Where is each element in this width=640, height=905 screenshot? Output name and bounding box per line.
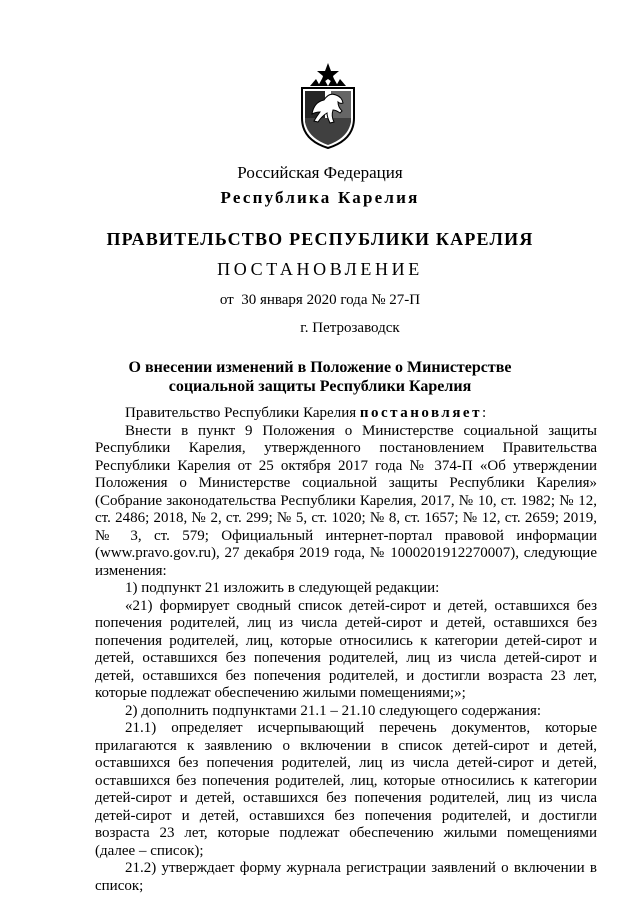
subject-line-1: О внесении изменений в Положение о Министерстве — [128, 359, 512, 376]
intro-paragraph — [95, 405, 597, 423]
intro-suffix: : — [481, 405, 487, 421]
paragraph-amendment: Внести в пункт 9 Положения о Министерстве социальной защиты Республики Карелия, утвержденного постановлением Правительства Республики Карелия от 25 октября 2017 года № 374-П «Об утверждении Положения о Министерстве социальной защиты Республики Карелия» (Собрание законодательства Республики Карелия, 2017, № 10, ст. 1982; № 12, ст. 2486; 2018, № 2, ст. 299; № 5, ст. 1020; № 8, ст. 1657; № 12, ст. 2659; 2019, № 3, ст. 579; Официальный интернет-портал правовой информации (www.pravo.gov.ru), 27 декабря 2019 года, № 1000201912270007), следующие изменения: — [95, 422, 597, 579]
document-body — [95, 405, 597, 895]
document-city: г. Петрозаводск — [300, 320, 400, 336]
government-name: ПРАВИТЕЛЬСТВО РЕСПУБЛИКИ КАРЕЛИЯ — [106, 229, 534, 249]
document-date: от 30 января 2020 года № 27-П — [219, 292, 421, 308]
federation-name: Российская Федерация — [237, 163, 403, 182]
paragraph-item-21-2: 21.2) утверждает форму журнала регистрации заявлений о включении в список; — [95, 860, 597, 894]
coat-of-arms-icon — [296, 62, 360, 150]
paragraph-item-2: 2) дополнить подпунктами 21.1 – 21.10 следующего содержания: — [125, 702, 542, 719]
document-type: ПОСТАНОВЛЕНИЕ — [217, 259, 423, 279]
intro-prefix: Правительство Республики Карелия — [125, 405, 360, 421]
subject-line-2: социальной защиты Республики Карелия — [168, 378, 472, 395]
paragraph-item-21-1: 21.1) определяет исчерпывающий перечень документов, которые прилагаются к заявлению о включении в список детей-сирот и детей, оставшихся без попечения родителей, лиц из числа детей-сирот и детей, оставшихся без попечения родителей, лиц, которые относились к категории детей-сирот и детей, оставшихся без попечения родителей, лиц из числа детей-сирот и детей, оставшихся без попечения родителей, и достигли возраста 23 лет, которые подлежат обеспечению жилыми помещениями (далее – список); — [95, 720, 597, 859]
intro-verb: постановляет — [359, 405, 482, 421]
republic-name: Республика Карелия — [220, 188, 420, 207]
paragraph-item-21: «21) формирует сводный список детей-сирот и детей, оставшихся без попечения родителей, лиц из числа детей-сирот и детей, оставшихся без попечения родителей, лиц, которые относились к категории детей-сирот и детей, оставшихся без попечения родителей, лиц из числа детей-сирот и детей, оставшихся без попечения родителей, и достигли возраста 23 лет, которые подлежат обеспечению жилыми помещениями;»; — [95, 597, 597, 701]
document-subject — [0, 358, 640, 396]
paragraph-item-1: 1) подпункт 21 изложить в следующей редакции: — [125, 580, 440, 596]
